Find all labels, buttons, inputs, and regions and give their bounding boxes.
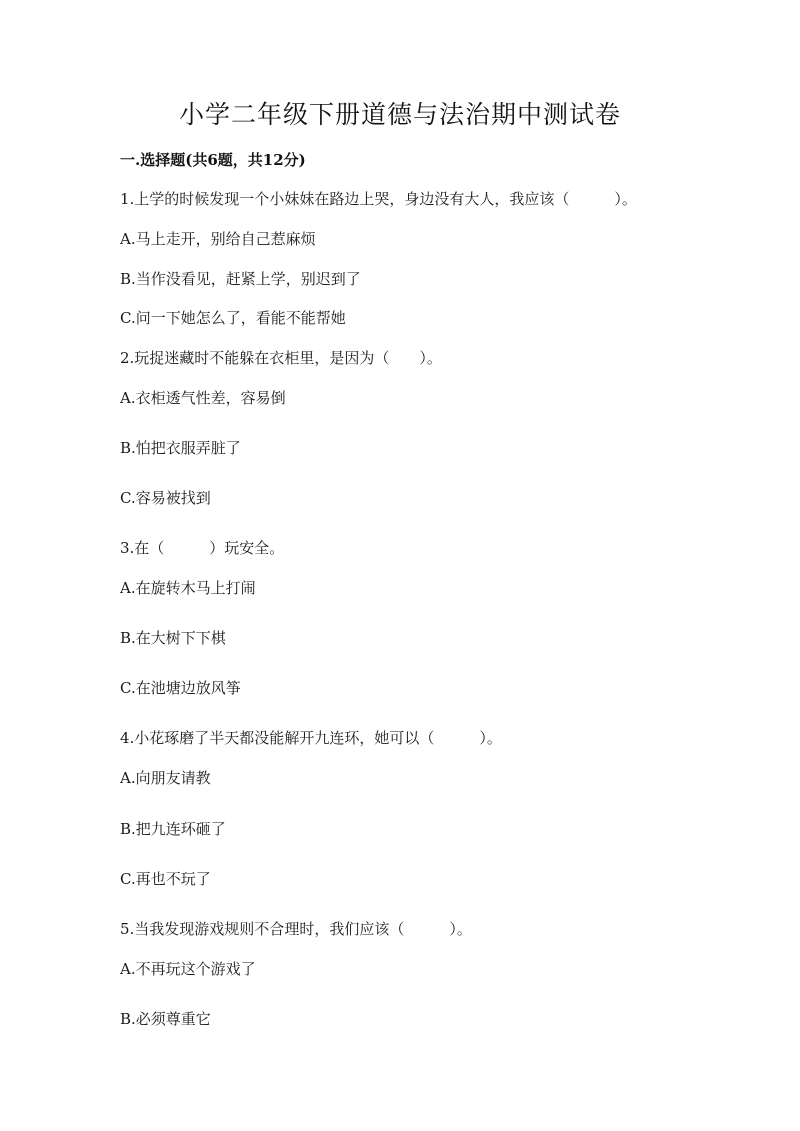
- page-title: 小学二年级下册道德与法治期中测试卷: [178, 100, 621, 129]
- question-2-option-b: B.怕把衣服弄脏了: [120, 439, 241, 457]
- question-2-stem: 2.玩捉迷藏时不能躲在衣柜里，是因为（ ）。: [120, 349, 442, 367]
- question-1-option-c: C.问一下她怎么了，看能不能帮她: [120, 309, 346, 327]
- question-5-stem: 5.当我发现游戏规则不合理时，我们应该（ ）。: [120, 920, 472, 938]
- question-1-option-a: A.马上走开，别给自己惹麻烦: [120, 230, 316, 248]
- question-1-stem: 1.上学的时候发现一个小妹妹在路边上哭，身边没有大人，我应该（ ）。: [120, 190, 637, 208]
- question-1-option-b: B.当作没看见，赶紧上学，别迟到了: [120, 270, 361, 288]
- question-3-stem: 3.在（ ）玩安全。: [120, 539, 285, 557]
- question-5-option-a: A.不再玩这个游戏了: [120, 960, 256, 978]
- question-4-stem: 4.小花琢磨了半天都没能解开九连环，她可以（ ）。: [120, 729, 502, 747]
- question-4-option-a: A.向朋友请教: [120, 769, 211, 787]
- section-heading: 一.选择题(共6题，共12分): [120, 151, 306, 169]
- question-2-option-a: A.衣柜透气性差，容易倒: [120, 389, 286, 407]
- question-4-option-c: C.再也不玩了: [120, 870, 211, 888]
- question-4-option-b: B.把九连环砸了: [120, 820, 226, 838]
- question-3-option-c: C.在池塘边放风筝: [120, 679, 241, 697]
- question-3-option-b: B.在大树下下棋: [120, 629, 226, 647]
- question-3-option-a: A.在旋转木马上打闹: [120, 579, 256, 597]
- question-5-option-b: B.必须尊重它: [120, 1010, 211, 1028]
- question-2-option-c: C.容易被找到: [120, 489, 211, 507]
